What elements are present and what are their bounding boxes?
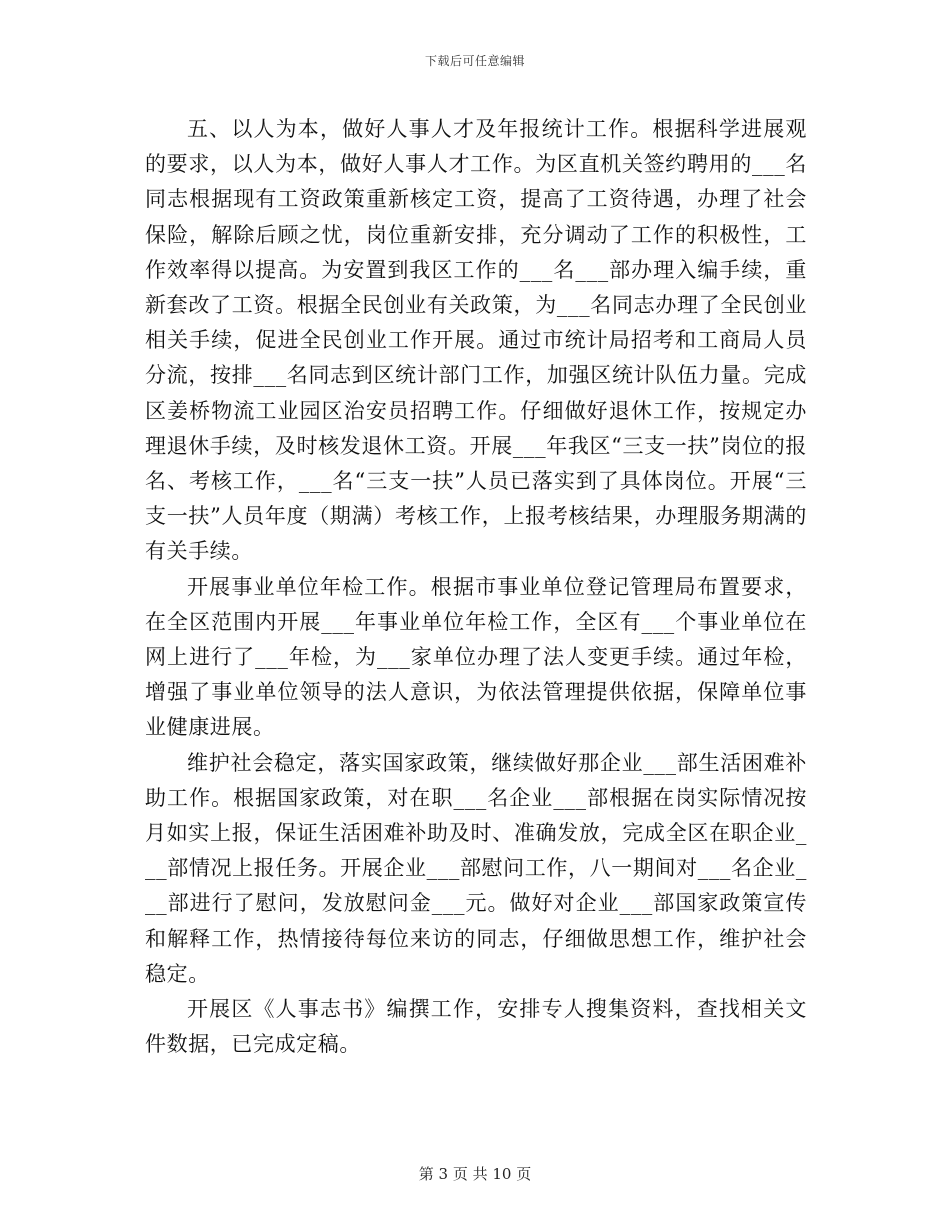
page-header: 下载后可任意编辑: [424, 54, 525, 68]
paragraph-personnel-records: 开展区《人事志书》编撰工作，安排专人搜集资料，查找相关文件数据，已完成定稿。: [145, 997, 807, 1057]
document-body: [145, 112, 807, 1062]
paragraph-social-stability: 维护社会稳定，落实国家政策，继续做好那企业___部生活困难补助工作。根据国家政策，对在职___名企业___部根据在岗实际情况按月如实上报，保证生活困难补助及时、准确发放，完成全区在职企业___部情况上报任务。开展企业___部慰问工作，八一期间对___名企业___部进行了慰问，发放慰问金___元。做好对企业___部国家政策宣传和解释工作，热情接待每位来访的同志，仔细做思想工作，维护社会稳定。: [145, 750, 807, 986]
paragraph-annual-inspection: 开展事业单位年检工作。根据市事业单位登记管理局布置要求，在全区范围内开展___年事业单位年检工作，全区有___个事业单位在网上进行了___年检，为___家单位办理了法人变更手续。通过年检，增强了事业单位领导的法人意识，为依法管理提供依据，保障单位事业健康进展。: [145, 574, 807, 740]
page-number: 第 3 页 共 10 页: [418, 1165, 532, 1183]
paragraph-personnel-statistics: 五、以人为本，做好人事人才及年报统计工作。根据科学进展观的要求，以人为本，做好人事人才工作。为区直机关签约聘用的___名同志根据现有工资政策重新核定工资，提高了工资待遇，办理了社会保险，解除后顾之忧，岗位重新安排，充分调动了工作的积极性，工作效率得以提高。为安置到我区工作的___名___部办理入编手续，重新套改了工资。根据全民创业有关政策，为___名同志办理了全民创业相关手续，促进全民创业工作开展。通过市统计局招考和工商局人员分流，按排___名同志到区统计部门工作，加强区统计队伍力量。完成区姜桥物流工业园区治安员招聘工作。仔细做好退休工作，按规定办理退休手续，及时核发退休工资。开展___年我区“三支一扶”岗位的报名、考核工作，___名“三支一扶”人员已落实到了具体岗位。开展“三支一扶”人员年度（期满）考核工作，上报考核结果，办理服务期满的有关手续。: [145, 117, 807, 564]
